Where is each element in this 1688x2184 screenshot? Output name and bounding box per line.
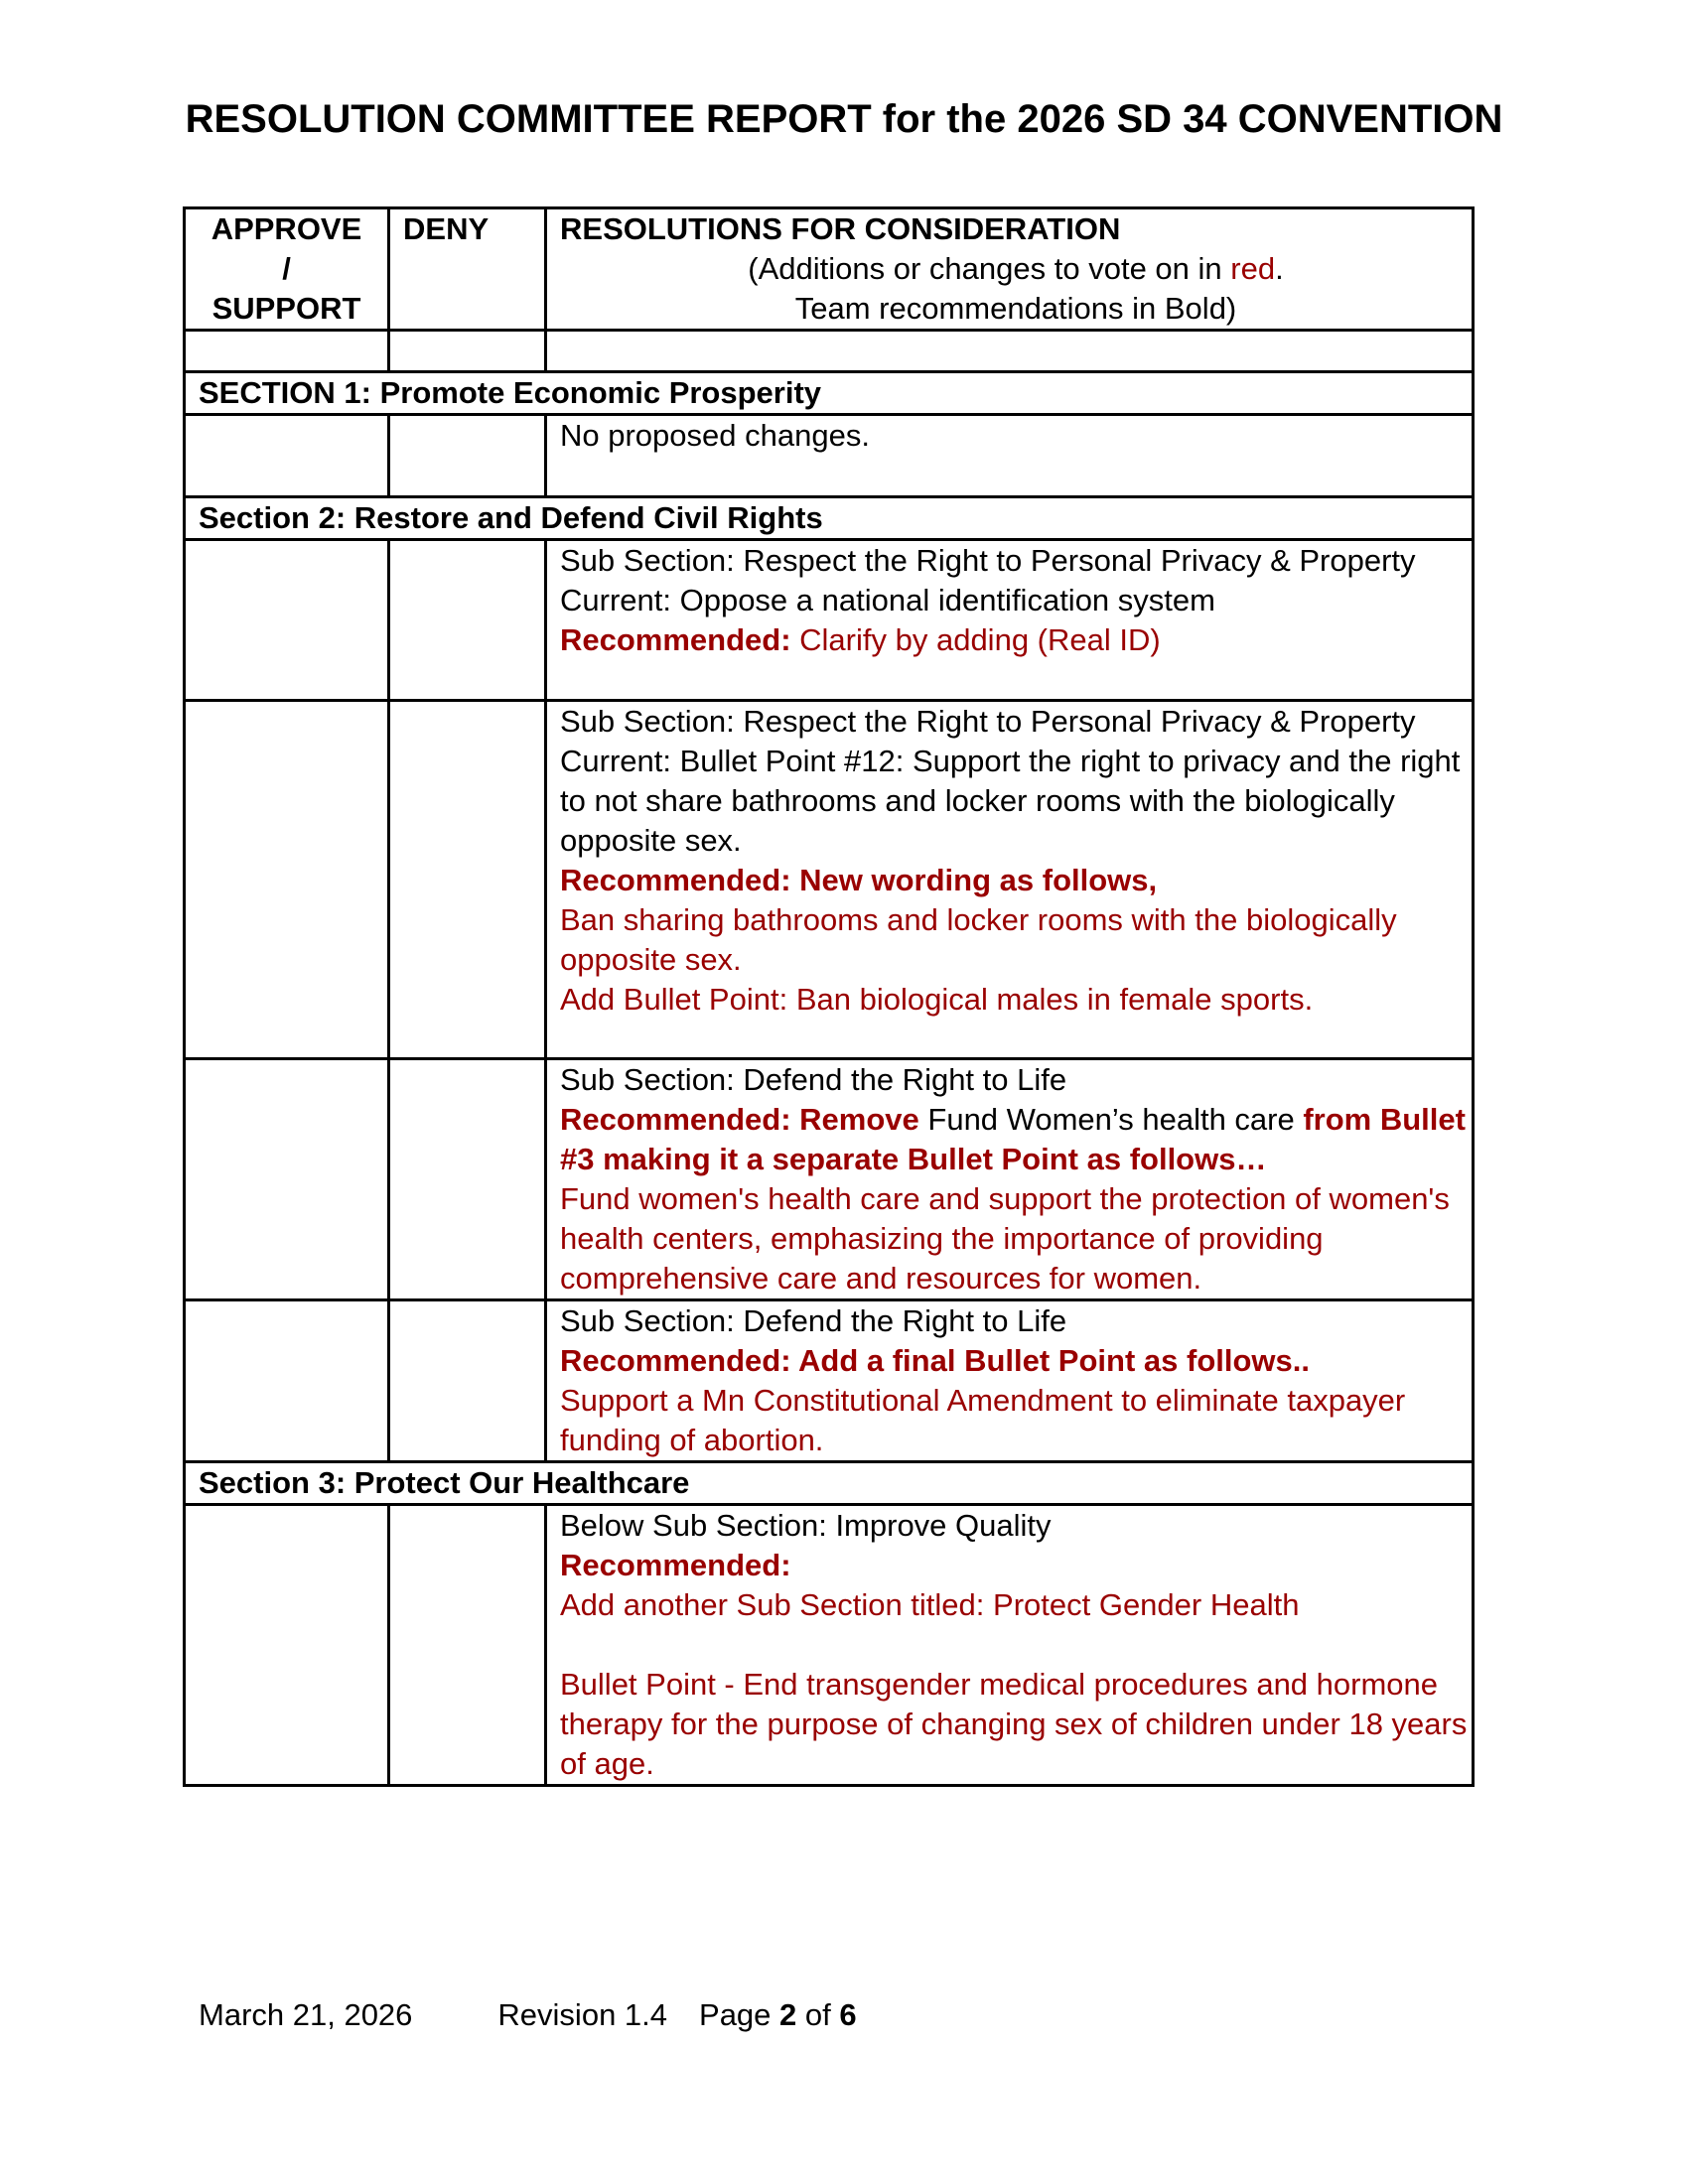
current-text: Current: Bullet Point #12: Support the right to privacy and the right to not share bathrooms and locker rooms with the biologically opposite sex.: [560, 744, 1461, 858]
table-row: [185, 540, 1474, 701]
proposed-text: Fund women's health care and support the protection of women's health centers, emphasizing the importance of providing comprehensive care and resources for women.: [560, 1181, 1450, 1296]
deny-cell[interactable]: [389, 1059, 546, 1300]
legend-prefix: (Additions or changes to vote on in: [748, 251, 1231, 286]
deny-cell[interactable]: [389, 415, 546, 497]
header-approve-label: APPROVE: [211, 211, 362, 246]
proposed-text: Support a Mn Constitutional Amendment to eliminate taxpayer funding of abortion.: [560, 1383, 1406, 1457]
approve-cell[interactable]: [185, 1505, 389, 1786]
page-total: 6: [839, 1997, 857, 2032]
approve-cell[interactable]: [185, 1300, 389, 1462]
header-resolutions-title: RESOLUTIONS FOR CONSIDERATION: [560, 211, 1121, 246]
header-resolutions: [546, 208, 1474, 331]
resolution-cell: [546, 540, 1474, 701]
header-legend-line-2: Team recommendations in Bold): [794, 291, 1237, 326]
proposed-text: Add Bullet Point: Ban biological males in female sports.: [560, 982, 1314, 1017]
footer-date: March 21, 2026: [199, 1997, 413, 2032]
section-header-row: [185, 372, 1474, 415]
approve-cell[interactable]: [185, 540, 389, 701]
page-footer: [199, 1997, 857, 2033]
header-deny: DENY: [389, 208, 546, 331]
recommendation: [560, 1100, 1472, 1179]
proposed-text: Ban sharing bathrooms and locker rooms with the biologically opposite sex.: [560, 902, 1397, 977]
approve-cell[interactable]: [185, 415, 389, 497]
page-label: Page: [699, 1997, 780, 2032]
resolution-cell: [546, 1505, 1474, 1786]
section-3-title: Section 3: Protect Our Healthcare: [185, 1462, 1474, 1505]
table-row: [185, 415, 1474, 497]
blank-line: [560, 1625, 1472, 1665]
deny-cell[interactable]: [389, 701, 546, 1059]
header-legend-line-1: [560, 249, 1472, 289]
resolution-cell: [546, 1059, 1474, 1300]
legend-red-word: red: [1230, 251, 1276, 286]
approve-cell[interactable]: [185, 701, 389, 1059]
recommended-plain: Fund Women’s health care: [918, 1102, 1304, 1137]
resolution-cell: [546, 331, 1474, 372]
deny-cell[interactable]: [389, 331, 546, 372]
header-support-label: SUPPORT: [211, 291, 361, 326]
recommended-label: Recommended: New wording as follows,: [560, 863, 1158, 897]
page-current: 2: [779, 1997, 797, 2032]
table-row: [185, 1059, 1474, 1300]
deny-cell[interactable]: [389, 540, 546, 701]
current-text: Current: Oppose a national identification system: [560, 583, 1215, 617]
document-title: RESOLUTION COMMITTEE REPORT for the 2026 SD 34 CONVENTION: [185, 97, 1503, 141]
proposed-text: Bullet Point - End transgender medical procedures and hormone therapy for the purpose of changing sex of children under 18 years of age.: [560, 1667, 1468, 1781]
section-header-row: [185, 1462, 1474, 1505]
recommended-tail: from Bullet #3 making it a separate Bullet Point as follows…: [560, 1102, 1466, 1176]
recommendation: [560, 620, 1472, 660]
subsection-text: Sub Section: Respect the Right to Personal Privacy & Property: [560, 543, 1416, 578]
approve-cell[interactable]: [185, 331, 389, 372]
deny-cell[interactable]: [389, 1505, 546, 1786]
legend-suffix: .: [1275, 251, 1284, 286]
section-header-row: [185, 497, 1474, 540]
resolution-cell: No proposed changes.: [546, 415, 1474, 497]
approve-cell[interactable]: [185, 1059, 389, 1300]
recommended-label: Recommended: Remove: [560, 1102, 919, 1137]
subsection-text: Sub Section: Defend the Right to Life: [560, 1062, 1067, 1097]
recommended-label: Recommended:: [560, 1548, 791, 1582]
table-row-empty: [185, 331, 1474, 372]
recommended-text: Clarify by adding (Real ID): [790, 622, 1161, 657]
deny-cell[interactable]: [389, 1300, 546, 1462]
resolution-cell: [546, 1300, 1474, 1462]
resolution-cell: [546, 701, 1474, 1059]
proposed-text: Add another Sub Section titled: Protect Gender Health: [560, 1587, 1300, 1622]
footer-revision: Revision 1.4: [497, 1997, 668, 2032]
table-header-row: [185, 208, 1474, 331]
header-slash: /: [282, 251, 291, 286]
resolutions-table: [183, 206, 1475, 1787]
recommended-label: Recommended: Add a final Bullet Point as follows..: [560, 1343, 1310, 1378]
table-row: [185, 701, 1474, 1059]
section-1-title: SECTION 1: Promote Economic Prosperity: [185, 372, 1474, 415]
footer-page: [699, 1997, 857, 2033]
section-2-title: Section 2: Restore and Defend Civil Rights: [185, 497, 1474, 540]
subsection-text: Sub Section: Defend the Right to Life: [560, 1303, 1067, 1338]
page-of: of: [796, 1997, 840, 2032]
table-row: [185, 1300, 1474, 1462]
subsection-text: Below Sub Section: Improve Quality: [560, 1508, 1052, 1543]
subsection-text: Sub Section: Respect the Right to Personal Privacy & Property: [560, 704, 1416, 739]
table-row: [185, 1505, 1474, 1786]
recommended-label: Recommended:: [560, 622, 791, 657]
header-approve-support: [185, 208, 389, 331]
